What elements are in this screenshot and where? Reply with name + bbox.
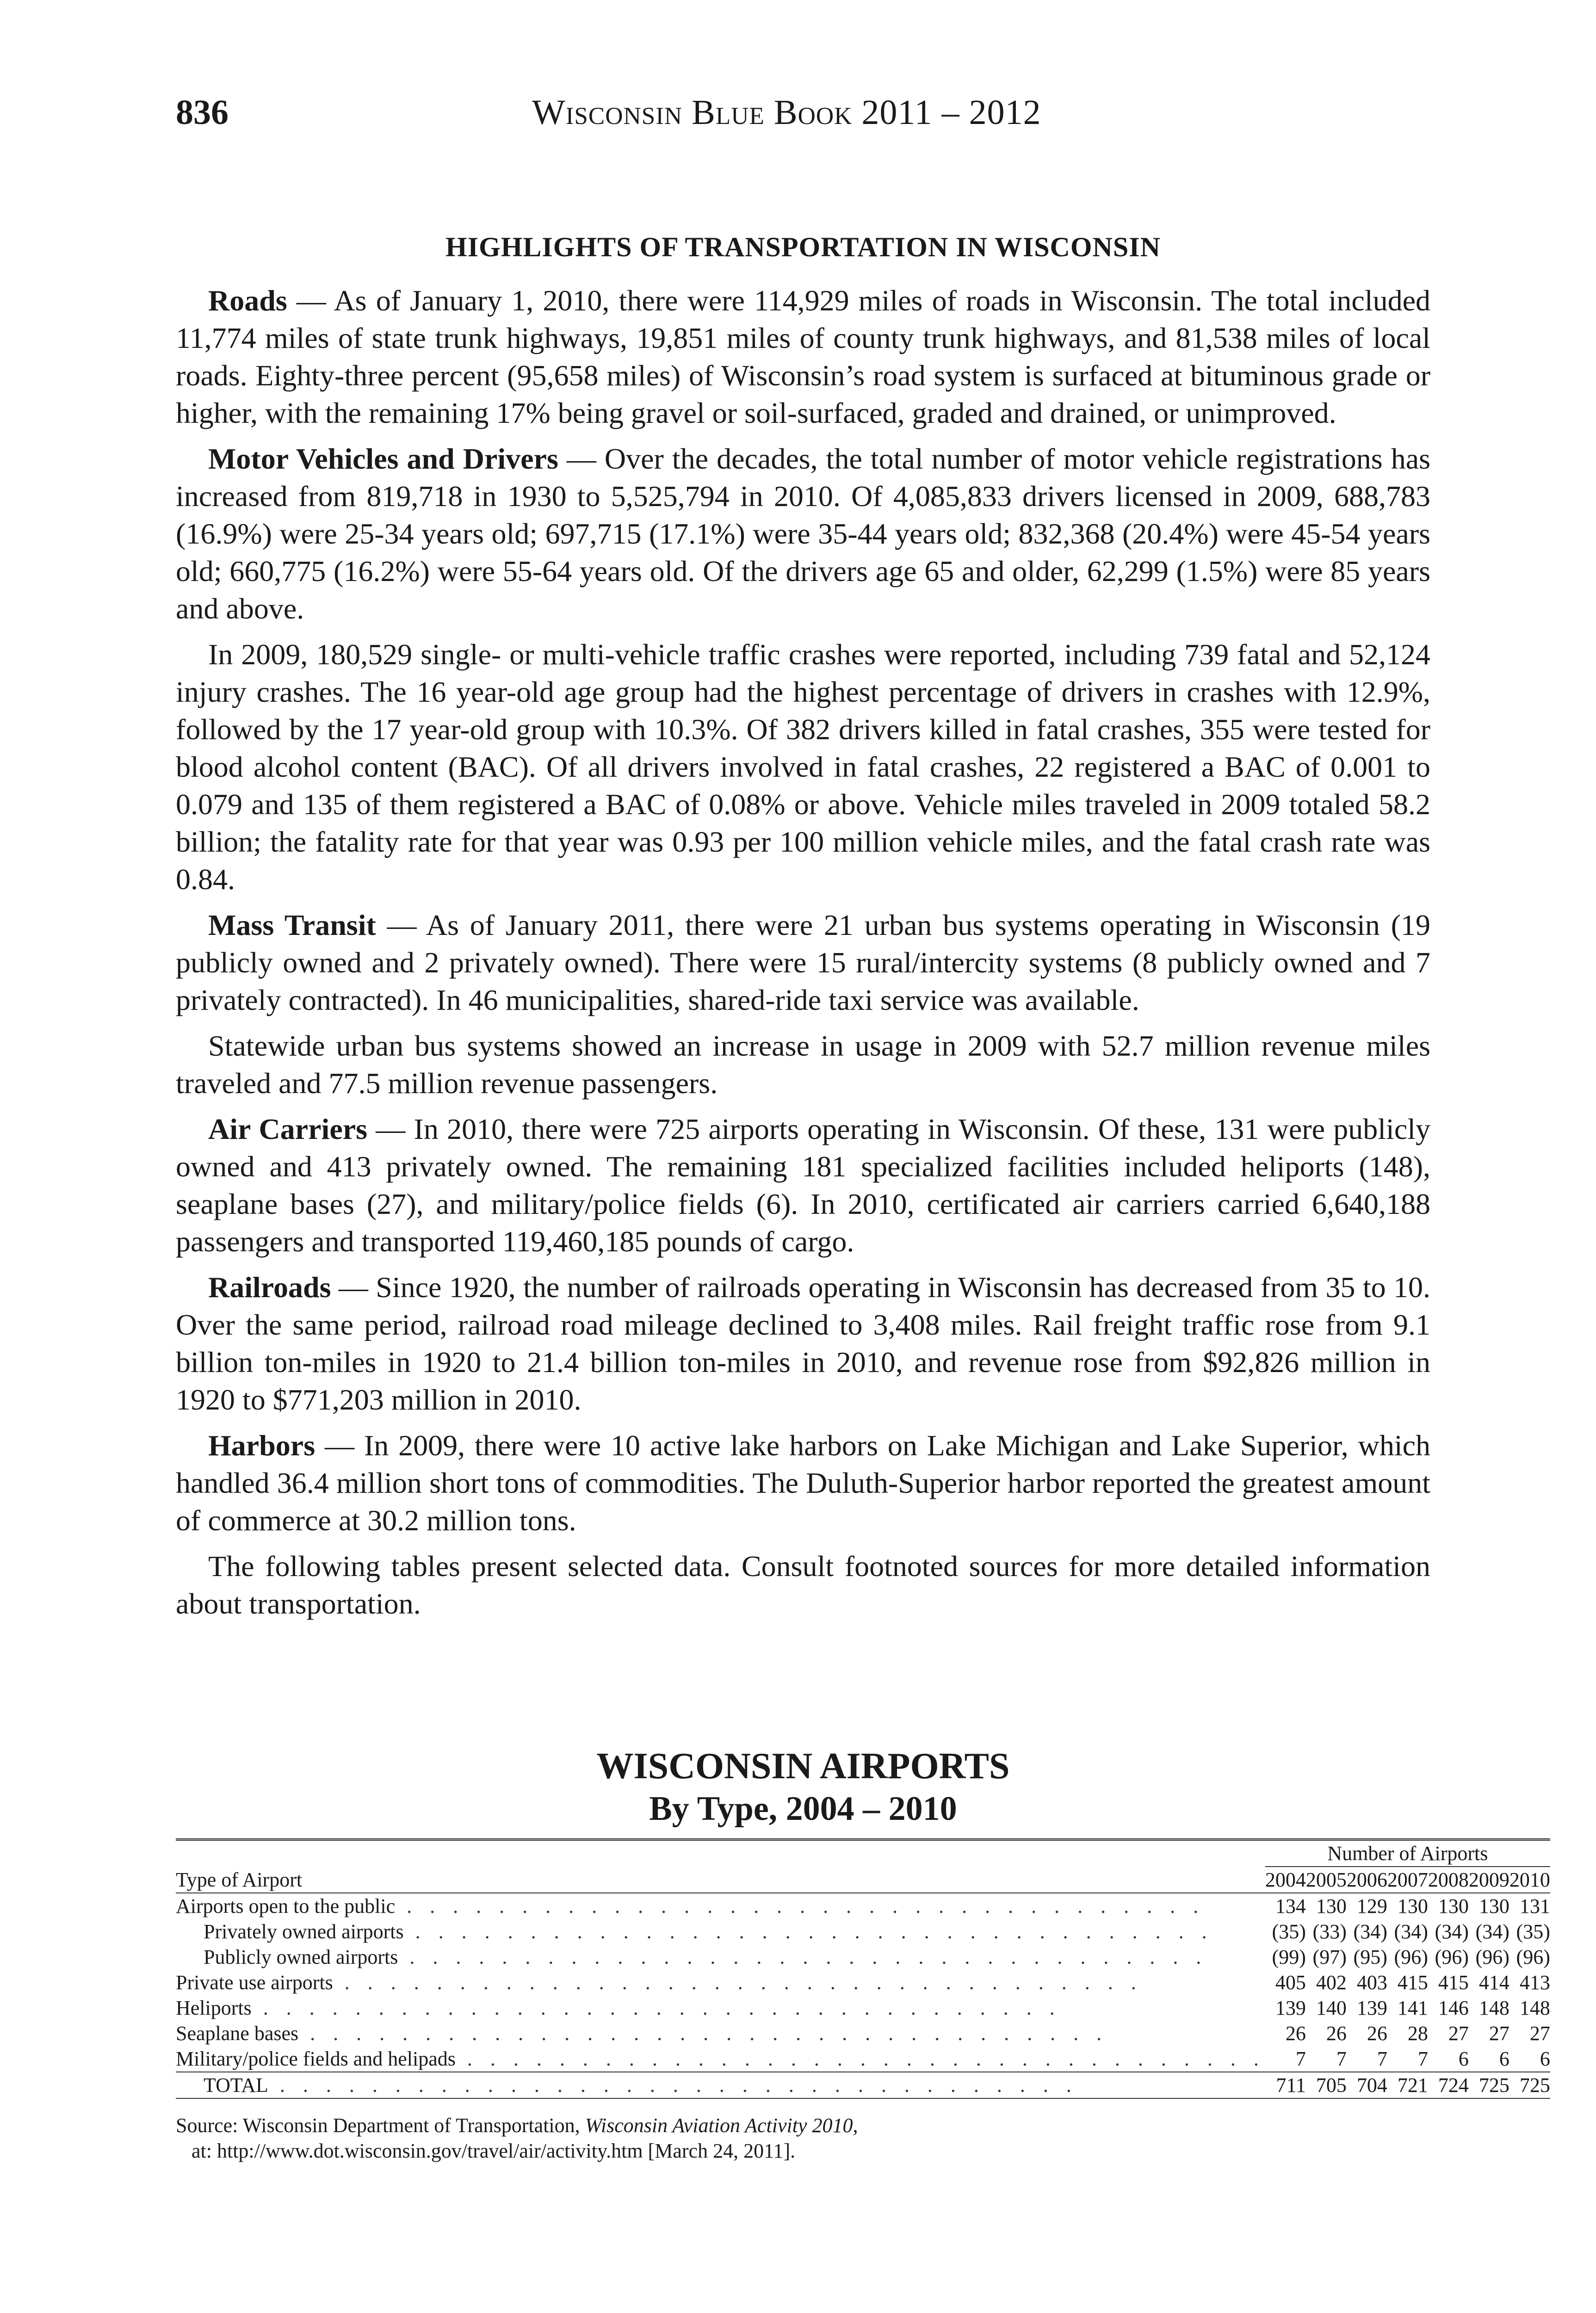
year-header: 2006 (1347, 1867, 1387, 1893)
row-label-cell (176, 1970, 1265, 1995)
value-cell: 724 (1428, 2072, 1469, 2098)
row-label: Heliports (176, 1997, 252, 2019)
value-cell: (34) (1475, 1920, 1509, 1943)
span-header: Number of Airports (1265, 1840, 1550, 1867)
table-span-header-row (176, 1840, 1550, 1867)
value-cell: 725 (1469, 2072, 1509, 2098)
value-cell: 721 (1387, 2072, 1428, 2098)
value-cell: 28 (1407, 2022, 1428, 2045)
row-label: Airports open to the public (176, 1895, 396, 1917)
value-cell: 27 (1448, 2022, 1469, 2045)
paragraph (176, 1110, 1430, 1260)
value-cell: 146 (1438, 1997, 1469, 2019)
value-cell: (34) (1394, 1920, 1428, 1943)
paragraph (176, 1547, 1430, 1622)
paragraph (176, 636, 1430, 898)
value-cell: 129 (1356, 1895, 1387, 1917)
table-header-row (176, 1867, 1550, 1893)
paragraph-text: In 2009, 180,529 single- or multi-vehicle traffic crashes were reported, including 739 fatal and 52,124 injury crashes. The 16 year-old age group had the highest percentage of drivers in crashes with 12.9%, followed by the 17 year-old group with 10.3%. Of 382 drivers killed in fatal crashes, 355 were tested for blood alcohol content (BAC). Of all drivers involved in fatal crashes, 22 registered a BAC of 0.001 to 0.079 and 135 of them registered a BAC of 0.08% or above. Vehicle miles traveled in 2009 totaled 58.2 billion; the fatality rate for that year was 0.93 per 100 million vehicle miles, and the fatal crash rate was 0.84. (176, 638, 1430, 896)
row-label-cell (176, 1995, 1265, 2021)
row-label-cell (176, 1944, 1265, 1970)
year-header: 2007 (1387, 1867, 1428, 1893)
paragraph-text: — In 2009, there were 10 active lake harbors on Lake Michigan and Lake Superior, which handled 36.4 million short tons of commodities. The Duluth-Superior harbor reported the greatest amount of commerce at 30.2 million tons. (176, 1429, 1430, 1537)
value-cell: 148 (1478, 1997, 1509, 2019)
dot-leader: . . . . . . . . . . . . . . . . . . . . . . . . . . . . . . . . . . . (268, 2074, 1078, 2097)
source-prefix: Source: Wisconsin Department of Transportation, (176, 2114, 585, 2137)
value-cell: 139 (1356, 1997, 1387, 2019)
year-header: 2009 (1469, 1867, 1509, 1893)
value-cell: 414 (1478, 1971, 1509, 1994)
value-cell: (96) (1475, 1946, 1509, 1968)
value-cell: 131 (1519, 1895, 1550, 1917)
source-line-1 (176, 2113, 1430, 2138)
year-header: 2004 (1265, 1867, 1306, 1893)
paragraph (176, 1268, 1430, 1418)
paragraph (176, 906, 1430, 1019)
value-cell: 139 (1275, 1997, 1306, 2019)
value-cell: (96) (1394, 1946, 1428, 1968)
value-cell: 415 (1438, 1971, 1469, 1994)
paragraph (176, 1427, 1430, 1539)
value-cell: 6 (1499, 2047, 1509, 2070)
value-cell: 7 (1377, 2047, 1387, 2070)
table-row (176, 2021, 1550, 2046)
row-label: Privately owned airports (204, 1920, 404, 1943)
paragraph-text: — Over the decades, the total number of motor vehicle registrations has increased from 819,718 in 1930 to 5,525,794 in 2010. Of 4,085,833 drivers licensed in 2009, 688,783 (16.9%) were 25-34 years old; 697,715 (17.1%) were 35-44 years old; 832,368 (20.4%) were 45-54 years old; 660,775 (16.2%) were 55-64 years old. Of the drivers age 65 and older, 62,299 (1.5%) were 85 years and above. (176, 442, 1431, 625)
dot-leader: . . . . . . . . . . . . . . . . . . . . . . . . . . . . . . . . . . . (403, 1920, 1213, 1943)
table-subtitle: By Type, 2004 – 2010 (649, 1790, 957, 1828)
value-cell: 26 (1326, 2022, 1347, 2045)
paragraph (176, 282, 1430, 432)
table-row (176, 2046, 1550, 2072)
dot-leader: . . . . . . . . . . . . . . . . . . . . . . . . . . . . . . . . . . . (395, 1895, 1205, 1917)
row-label: Publicly owned airports (204, 1946, 398, 1968)
value-cell: 130 (1397, 1895, 1428, 1917)
value-cell: 148 (1519, 1997, 1550, 2019)
value-cell: (33) (1312, 1920, 1347, 1943)
table-row (176, 1893, 1550, 1919)
value-cell: 705 (1306, 2072, 1347, 2098)
table-body (176, 1893, 1550, 2098)
value-cell: 403 (1356, 1971, 1387, 1994)
dot-leader: . . . . . . . . . . . . . . . . . . . . . . . . . . . . . . . . . . . (251, 1997, 1061, 2019)
highlights-paragraphs (176, 282, 1430, 1622)
table-row (176, 1919, 1550, 1944)
value-cell: 6 (1458, 2047, 1469, 2070)
value-cell: 711 (1265, 2072, 1306, 2098)
dot-leader: . . . . . . . . . . . . . . . . . . . . . . . . . . . . . . . . . . . (455, 2047, 1265, 2070)
total-row (176, 2072, 1550, 2098)
value-cell: 725 (1509, 2072, 1550, 2098)
value-cell: 415 (1397, 1971, 1428, 1994)
paragraph-lead: Harbors (208, 1429, 315, 1462)
paragraph (176, 1027, 1430, 1102)
row-label-cell (176, 2072, 1265, 2098)
value-cell: (34) (1435, 1920, 1469, 1943)
table-row (176, 1970, 1550, 1995)
paragraph-text: — As of January 1, 2010, there were 114,929 miles of roads in Wisconsin. The total included 11,774 miles of state trunk highways, 19,851 miles of county trunk highways, and 81,538 miles of local roads. Eighty-three percent (95,658 miles) of Wisconsin’s road system is surfaced at bituminous grade or higher, with the remaining 17% being gravel or soil-surfaced, graded and drained, or unimproved. (176, 284, 1430, 429)
value-cell: (96) (1435, 1946, 1469, 1968)
value-cell: 141 (1397, 1997, 1428, 2019)
paragraph-lead: Air Carriers (208, 1113, 368, 1145)
paragraph-lead: Roads (208, 284, 287, 317)
table-row (176, 1995, 1550, 2021)
row-label-cell (176, 2046, 1265, 2072)
row-label: Military/police fields and helipads (176, 2047, 456, 2070)
value-cell: 27 (1489, 2022, 1509, 2045)
source-line-2: at: http://www.dot.wisconsin.gov/travel/air/activity.htm [March 24, 2011]. (192, 2140, 796, 2162)
paragraph-text: — In 2010, there were 725 airports operating in Wisconsin. Of these, 131 were publicly owned and 413 privately owned. The remaining 181 specialized facilities included heliports (148), seaplane bases (27), and military/police fields (6). In 2010, certificated air carriers carried 6,640,188 passengers and transported 119,460,185 pounds of cargo. (176, 1113, 1431, 1258)
paragraph-text: — As of January 2011, there were 21 urban bus systems operating in Wisconsin (19 publicly owned and 2 privately owned). There were 15 rural/intercity systems (8 publicly owned and 7 privately contracted). In 46 municipalities, shared-ride taxi service was available. (176, 909, 1431, 1016)
value-cell: 7 (1417, 2047, 1428, 2070)
value-cell: 140 (1316, 1997, 1347, 2019)
value-cell: (35) (1516, 1920, 1550, 1943)
row-label-cell (176, 2021, 1265, 2046)
highlights-section (176, 231, 1430, 1631)
value-cell: 26 (1367, 2022, 1387, 2045)
value-cell: 413 (1519, 1971, 1550, 1994)
value-cell: (35) (1272, 1920, 1306, 1943)
value-cell: 130 (1316, 1895, 1347, 1917)
value-cell: (96) (1516, 1946, 1550, 1968)
year-header: 2005 (1306, 1867, 1347, 1893)
value-cell: 7 (1295, 2047, 1306, 2070)
table-title: WISCONSIN AIRPORTS (596, 1746, 1010, 1787)
year-header: 2010 (1509, 1867, 1550, 1893)
paragraph-text: Statewide urban bus systems showed an increase in usage in 2009 with 52.7 million revenue miles traveled and 77.5 million revenue passengers. (176, 1029, 1430, 1100)
page-number: 836 (176, 93, 229, 132)
page-header (176, 93, 1420, 148)
value-cell: 27 (1529, 2022, 1550, 2045)
row-label: Seaplane bases (176, 2022, 299, 2045)
paragraph-text: — Since 1920, the number of railroads operating in Wisconsin has decreased from 35 to 10. Over the same period, railroad road mileage declined to 3,408 miles. Rail freight traffic rose from 9.1 billion ton-miles in 1920 to 21.4 billion ton-miles in 2010, and revenue rose from $92,826 million in 1920 to $771,203 million in 2010. (176, 1271, 1430, 1416)
value-cell: (95) (1353, 1946, 1387, 1968)
paragraph (176, 440, 1430, 627)
row-label-cell (176, 1919, 1265, 1944)
table-source (176, 2113, 1430, 2164)
value-cell: 402 (1316, 1971, 1347, 1994)
table-row (176, 1944, 1550, 1970)
section-title: HIGHLIGHTS OF TRANSPORTATION IN WISCONSIN (445, 232, 1161, 262)
row-label-cell (176, 1893, 1265, 1919)
running-title: Wisconsin Blue Book 2011 – 2012 (532, 93, 1041, 132)
airports-table (176, 1838, 1550, 2099)
dot-leader: . . . . . . . . . . . . . . . . . . . . . . . . . . . . . . . . . . . (398, 1946, 1208, 1968)
value-cell: 26 (1285, 2022, 1306, 2045)
year-header: 2008 (1428, 1867, 1469, 1893)
value-cell: 134 (1275, 1895, 1306, 1917)
dot-leader: . . . . . . . . . . . . . . . . . . . . . . . . . . . . . . . . . . . (333, 1971, 1143, 1994)
value-cell: 704 (1347, 2072, 1387, 2098)
paragraph-lead: Motor Vehicles and Drivers (208, 442, 558, 475)
value-cell: (34) (1353, 1920, 1387, 1943)
value-cell: 130 (1478, 1895, 1509, 1917)
value-cell: (97) (1312, 1946, 1347, 1968)
value-cell: 6 (1540, 2047, 1550, 2070)
dot-leader: . . . . . . . . . . . . . . . . . . . . . . . . . . . . . . . . . . . (298, 2022, 1108, 2045)
value-cell: 405 (1275, 1971, 1306, 1994)
row-label: Private use airports (176, 1971, 333, 1994)
paragraph-lead: Railroads (208, 1271, 331, 1304)
value-cell: (99) (1272, 1946, 1306, 1968)
label-header: Type of Airport (176, 1867, 1265, 1893)
source-title: Wisconsin Aviation Activity 2010, (585, 2114, 858, 2137)
value-cell: 130 (1438, 1895, 1469, 1917)
airports-table-block (176, 1744, 1550, 2164)
paragraph-lead: Mass Transit (208, 909, 376, 941)
value-cell: 7 (1336, 2047, 1347, 2070)
paragraph-text: The following tables present selected data. Consult footnoted sources for more detailed information about transportation. (176, 1550, 1430, 1620)
row-label: TOTAL (204, 2074, 268, 2097)
